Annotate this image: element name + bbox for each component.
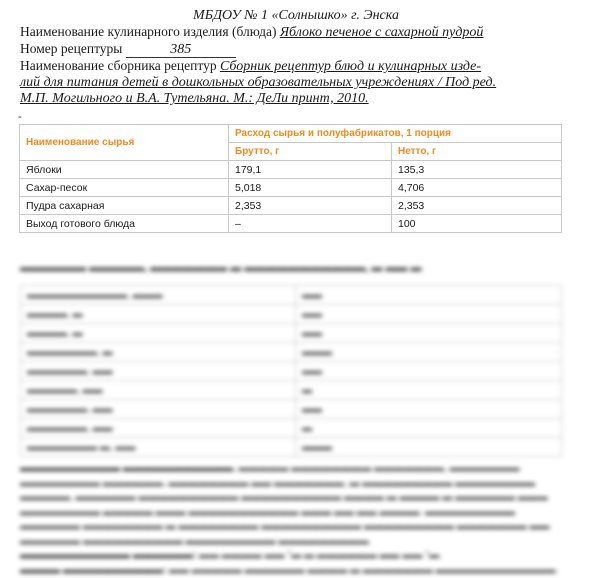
dash-mark: - bbox=[18, 111, 22, 123]
recipe-number-value: 385 bbox=[126, 43, 236, 58]
ingredient-net: 135,3 bbox=[392, 161, 562, 179]
col-net-header: Нетто, г bbox=[392, 143, 562, 161]
col-group-header: Расход сырья и полуфабрикатов, 1 порция bbox=[229, 125, 562, 143]
ingredients-table bbox=[19, 124, 562, 233]
ingredient-net: 4,706 bbox=[392, 179, 562, 197]
recipe-number-line bbox=[20, 41, 572, 58]
table-row: ▬▬▬▬▬▬▬ ▬, ▬▬ ▬▬▬ bbox=[21, 438, 562, 457]
table-row: ▬▬▬▬▬▬▬▬▬▬, ▬▬▬ ▬▬ bbox=[21, 286, 562, 305]
ingredient-gross: – bbox=[229, 215, 392, 233]
institution-title: МБДОУ № 1 «Солнышко» г. Энска bbox=[193, 8, 399, 23]
table-row bbox=[20, 197, 562, 215]
ingredient-name: Сахар-песок bbox=[20, 179, 229, 197]
ingredient-name: Яблоки bbox=[20, 161, 229, 179]
table-row: ▬▬▬▬▬▬, ▬▬ ▬ bbox=[21, 419, 562, 438]
dish-label: Наименование кулинарного изделия (блюда) bbox=[20, 24, 277, 39]
ingredient-gross: 2,353 bbox=[229, 197, 392, 215]
ingredient-name: Выход готового блюда bbox=[20, 215, 229, 233]
table-header-row bbox=[20, 125, 562, 143]
ingredient-gross: 179,1 bbox=[229, 161, 392, 179]
table-row: ▬▬▬▬, ▬ ▬▬ bbox=[21, 305, 562, 324]
dish-line bbox=[20, 24, 572, 41]
table-row: ▬▬▬▬▬▬, ▬▬ ▬▬ bbox=[21, 362, 562, 381]
collection-value-1: Сборник рецептур блюд и кулинарных изде- bbox=[219, 59, 482, 74]
collection-line bbox=[20, 58, 572, 75]
col-gross-header: Брутто, г bbox=[229, 143, 392, 161]
ingredient-net: 100 bbox=[392, 215, 562, 233]
dish-value: Яблоко печеное с сахарной пудрой bbox=[279, 25, 484, 40]
table-row: ▬▬▬▬▬▬▬, ▬ ▬▬▬ bbox=[21, 343, 562, 362]
ingredient-gross: 5,018 bbox=[229, 179, 392, 197]
table-row: ▬▬▬▬▬, ▬▬ ▬ bbox=[21, 381, 562, 400]
ingredient-net: 2,353 bbox=[392, 197, 562, 215]
blurred-technology-text: ▬▬▬▬▬▬▬▬▬▬ ▬▬▬▬▬▬▬▬▬▬▬. ▬▬▬▬▬ ▬▬▬▬▬▬▬▬ ▬▬▬▬▬▬▬, ▬▬▬▬▬▬▬ ▬▬▬▬▬▬▬▬ ▬▬▬▬▬▬, ▬▬▬▬▬▬▬▬ ▬▬ ▬▬▬▬▬▬▬, ▬ ▬▬▬▬▬▬▬▬▬ ▬▬▬▬▬▬▬▬ ▬▬▬▬▬, ▬▬▬▬▬▬ ▬▬▬▬▬▬▬▬▬▬ ▬▬▬▬▬▬▬▬▬▬ ▬▬▬▬ ▬ ▬▬▬▬ ▬ ▬▬▬▬▬▬ ▬▬▬ ▬▬▬▬▬▬▬▬ ▬▬▬▬▬ ▬▬▬ ▬▬▬▬▬▬▬▬▬▬▬ ▬▬▬ ▬▬ ▬▬ ▬▬▬▬. ▬▬▬▬▬▬▬▬▬ ▬▬▬▬▬▬ ▬▬▬▬▬▬▬▬ ▬ ▬▬▬▬▬▬▬▬ ▬▬▬▬▬▬▬▬▬▬ ▬▬▬▬▬▬▬▬▬ ▬▬▬▬▬▬▬ ▬▬ ▬▬▬▬▬▬ ▬▬▬▬▬▬▬▬▬▬ ▬▬▬▬▬▬▬▬▬ ▬▬▬▬▬▬▬▬▬. ▬▬▬▬▬▬▬▬▬▬▬ ▬▬▬▬▬▬: ▬▬ ▬▬▬▬ ▬▬ °▬ ▬ ▬▬▬▬▬▬ ▬▬ ▬▬ °▬. ▬▬▬▬ ▬▬▬▬▬▬▬▬▬▬: ▬▬ ▬▬▬▬▬ ▬▬▬▬▬▬ ▬▬▬▬ ▬ ▬▬▬▬▬▬▬ ▬▬▬▬▬▬▬▬▬▬▬▬. bbox=[20, 463, 559, 576]
blurred-section-heading: ▬▬▬▬▬▬ ▬▬▬▬▬, ▬▬▬▬▬▬▬ ▬ ▬▬▬▬▬▬▬▬▬▬▬, ▬ ▬▬ ▬ bbox=[20, 262, 422, 274]
collection-value-3: М.П. Могильного и В.А. Тутельяна. М.: ДеЛи принт, 2010. bbox=[20, 91, 369, 106]
ingredient-name: Пудра сахарная bbox=[20, 197, 229, 215]
collection-label: Наименование сборника рецептур bbox=[20, 58, 217, 73]
col-name-header: Наименование сырья bbox=[20, 125, 229, 161]
recipe-number-label: Номер рецептуры bbox=[20, 41, 123, 56]
table-row bbox=[20, 179, 562, 197]
recipe-header bbox=[20, 8, 572, 107]
table-row: ▬▬▬▬, ▬ ▬▬ bbox=[21, 324, 562, 343]
table-row bbox=[20, 161, 562, 179]
table-row bbox=[20, 215, 562, 233]
table-row: ▬▬▬▬▬▬, ▬▬ ▬▬ bbox=[21, 400, 562, 419]
blurred-nutrition-table bbox=[20, 285, 562, 457]
collection-value-2: лий для питания детей в дошкольных образовательных учреждениях / Под ред. bbox=[20, 75, 497, 90]
